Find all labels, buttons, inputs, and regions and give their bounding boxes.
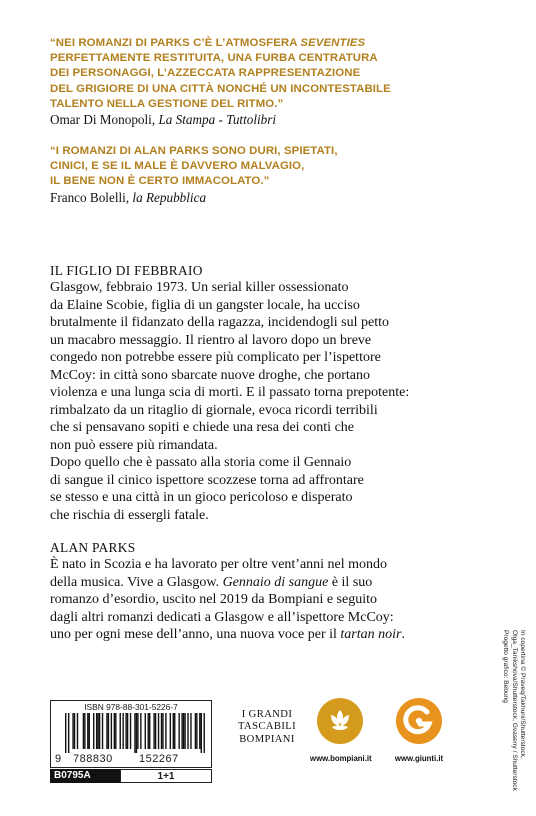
synopsis-line: brutalmente il fidanzato della ragazza, incidendogli sul petto: [50, 315, 389, 330]
series-label: I GRANDI TASCABILI BOMPIANI: [238, 709, 297, 745]
giunti-emblem-icon: [396, 698, 442, 744]
synopsis-line: Dopo quello che è passato alla storia come il Gennaio: [50, 455, 352, 470]
synopsis-line: Glasgow, febbraio 1973. Un serial killer ossessionato: [50, 280, 349, 295]
quote-1-text: “NEI ROMANZI DI PARKS C’È L’ATMOSFERA SEVENTIES PERFETTAMENTE RESTITUITA, UNA FURBA CENTRATURA DEI PERSONAGGI, L’AZZECCATA RAPPRESENTAZIONE DEL GRIGIORE DI UNA CITTÀ NONCHÉ UN INCONTESTABILE TALENTO NELLA GESTIONE DEL RITMO.”: [50, 37, 391, 110]
synopsis-line: rimbalzato da un ritaglio di giornale, evoca ricordi terribili: [50, 402, 378, 418]
product-code-row: [50, 769, 212, 783]
quote-1-attribution: Omar Di Monopoli, La Stampa - Tuttolibri: [50, 112, 277, 128]
synopsis-line: un macabro messaggio. Il rientro al lavoro dopo un breve: [50, 332, 372, 348]
review-quotes: [50, 36, 391, 222]
book-title-heading: IL FIGLIO DI FEBBRAIO: [50, 263, 203, 278]
synopsis-line: di sangue il cinico ispettore scozzese torna ad affrontare: [50, 472, 364, 488]
quote-2-text: “I ROMANZI DI ALAN PARKS SONO DURI, SPIETATI, CINICI, E SE IL MALE È DAVVERO MALVAGIO, IL BENE NON È CERTO IMMACOLATO.”: [50, 145, 338, 188]
price-code: 1+1: [120, 769, 212, 783]
synopsis-line: congedo non potrebbe essere più complicato per l’ispettore: [50, 350, 381, 365]
product-code: B0795A: [50, 769, 120, 783]
synopsis-paragraph: [50, 279, 480, 524]
synopsis-line: violenza e una lunga scia di morti. E il passato torna prepotente:: [50, 385, 410, 400]
author-bio-paragraph: È nato in Scozia e ha lavorato per oltre vent’anni nel mondo della musica. Vive a Glasgow. Gennaio di sangue è il suo romanzo d’esordio, uscito nel 2019 da Bompiani e seguito dagli altri romanzi dedicati a Glasgow e all’ispettore McCoy: uno per ogni mese dell’anno, una nuova voce per il tartan noir.: [50, 557, 405, 642]
bompiani-logo: [310, 698, 370, 763]
quote-1: [50, 36, 391, 128]
barcode-icon: [65, 713, 205, 753]
synopsis-line: McCoy: in città sono sbarcate nuove droghe, che portano: [50, 367, 370, 383]
synopsis-line: che rischia di essergli fatale.: [50, 507, 209, 523]
barcode-box: ISBN 978-88-301-5226-7 9 788830 152267: [50, 700, 212, 768]
synopsis-line: che si pensavano sopiti e chiede una resa dei conti che: [50, 420, 354, 435]
author-heading: ALAN PARKS: [50, 540, 136, 555]
quote-2-attribution: Franco Bolelli, la Repubblica: [50, 189, 207, 205]
cover-credits: In copertina © Praveq/Takhuni/Shutterstock, Olga_Tanikshova/Shutterstock, Gvaseny / Shutterstock Progetto grafico: Bebung: [502, 630, 526, 791]
giunti-url: www.giunti.it: [394, 754, 444, 763]
synopsis-line: non può essere più rimandata.: [50, 437, 218, 453]
synopsis-line: da Elaine Scobie, figlia di un gangster locale, ha ucciso: [50, 297, 360, 313]
back-cover-text: [50, 263, 480, 644]
bompiani-emblem-icon: [317, 698, 363, 744]
isbn-label: ISBN 978-88-301-5226-7: [84, 702, 178, 712]
bompiani-url: www.bompiani.it: [310, 754, 372, 763]
quote-2: [50, 144, 380, 206]
synopsis-line: se stesso e una città in un gioco pericoloso e disperato: [50, 490, 353, 505]
giunti-logo: [389, 698, 449, 763]
